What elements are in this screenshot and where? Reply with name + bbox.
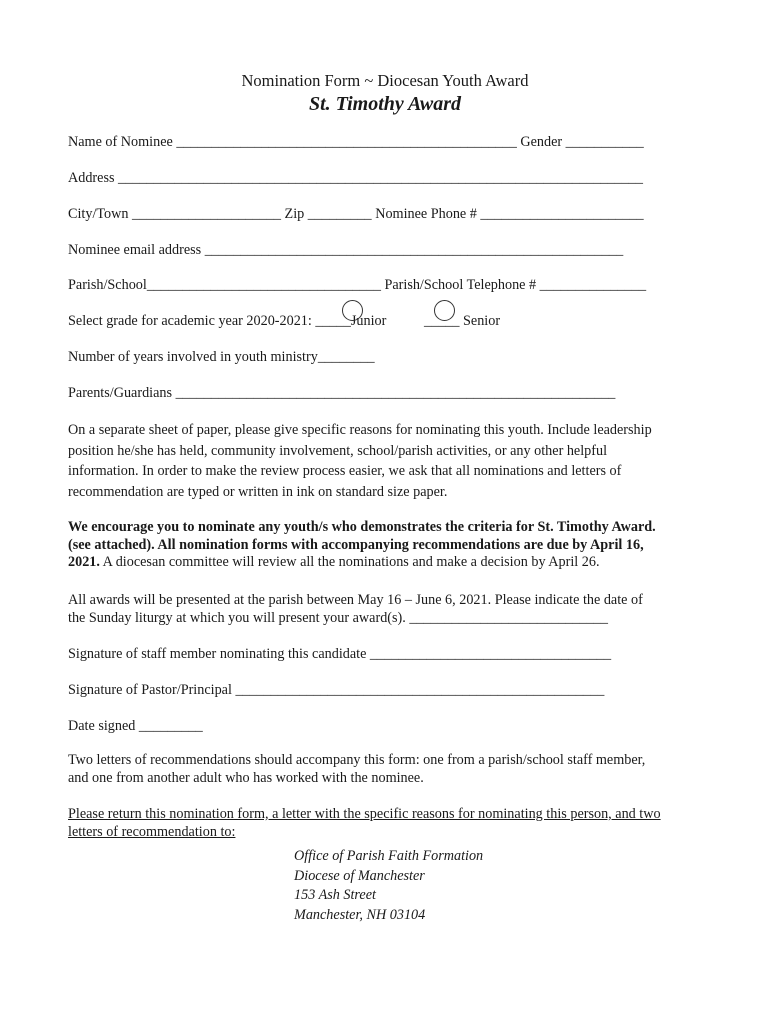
awards-date-field[interactable]: the Sunday liturgy at which you will present your award(s). ____________________________ bbox=[68, 609, 608, 626]
awards-line: All awards will be presented at the parish between May 16 – June 6, 2021. Please indicate the date of bbox=[68, 592, 643, 608]
parish-field[interactable]: Parish/School_________________________________ Parish/School Telephone # _______________ bbox=[68, 277, 647, 293]
encourage-rest: A diocesan committee will review all the nominations and make a decision by April 26. bbox=[99, 554, 600, 570]
senior-radio[interactable] bbox=[434, 300, 455, 321]
return-line: Please return this nomination form, a letter with the specific reasons for nominating this person, and two bbox=[68, 806, 661, 822]
address-line: Manchester, NH 03104 bbox=[294, 906, 426, 923]
pastor-signature-field[interactable]: Signature of Pastor/Principal ____________________________________________________ bbox=[68, 682, 605, 698]
address-line: 153 Ash Street bbox=[294, 887, 376, 903]
instructions-line: position he/she has held, community involvement, school/parish activities, or any other helpful bbox=[68, 442, 608, 459]
grade-junior-label: Junior bbox=[350, 313, 387, 329]
grade-select-label: Select grade for academic year 2020-2021: _____ bbox=[68, 313, 351, 329]
encourage-line bbox=[68, 554, 656, 572]
encourage-line: We encourage you to nominate any youth/s who demonstrates the criteria for St. Timothy Award. bbox=[68, 519, 656, 535]
junior-radio[interactable] bbox=[342, 300, 363, 321]
staff-signature-field[interactable]: Signature of staff member nominating this candidate __________________________________ bbox=[68, 646, 612, 662]
form-title: Nomination Form ~ Diocesan Youth Award bbox=[241, 71, 529, 90]
grade-select-row bbox=[68, 313, 386, 329]
encourage-paragraph bbox=[68, 519, 656, 572]
awards-paragraph bbox=[68, 592, 643, 627]
letters-line: Two letters of recommendations should accompany this form: one from a parish/school staff member, bbox=[68, 752, 646, 768]
city-zip-phone-field[interactable]: City/Town _____________________ Zip _________ Nominee Phone # _______________________ bbox=[68, 206, 644, 222]
address-line: Office of Parish Faith Formation bbox=[294, 848, 484, 864]
mailing-address bbox=[294, 847, 483, 925]
encourage-year: 2021. bbox=[68, 554, 100, 570]
letters-line: and one from another adult who has worked with the nominee. bbox=[68, 769, 424, 786]
years-field[interactable]: Number of years involved in youth ministry________ bbox=[68, 349, 375, 365]
letters-paragraph bbox=[68, 752, 645, 787]
address-line: Diocese of Manchester bbox=[294, 867, 425, 884]
address-field[interactable]: Address __________________________________________________________________________ bbox=[68, 170, 643, 186]
return-line: letters of recommendation to: bbox=[68, 823, 236, 840]
instructions-line: recommendation are typed or written in ink on standard size paper. bbox=[68, 483, 448, 500]
instructions-line: On a separate sheet of paper, please give specific reasons for nominating this youth. Include leadership bbox=[68, 422, 652, 438]
grade-senior-label: Senior bbox=[463, 313, 501, 329]
email-field[interactable]: Nominee email address ___________________________________________________________ bbox=[68, 242, 624, 258]
grade-senior-blank: _____ bbox=[424, 313, 460, 329]
instructions-line: information. In order to make the review process easier, we ask that all nominations and letters of bbox=[68, 463, 622, 479]
nominee-name-field[interactable]: Name of Nominee ________________________________________________ Gender ___________ bbox=[68, 134, 644, 150]
instructions-paragraph bbox=[68, 420, 652, 502]
return-paragraph bbox=[68, 806, 661, 841]
award-name: St. Timothy Award bbox=[308, 93, 462, 115]
encourage-line: (see attached). All nomination forms with accompanying recommendations are due by April 16, bbox=[68, 536, 644, 553]
parents-field[interactable]: Parents/Guardians ______________________________________________________________ bbox=[68, 385, 616, 401]
date-signed-field[interactable]: Date signed _________ bbox=[68, 718, 203, 734]
